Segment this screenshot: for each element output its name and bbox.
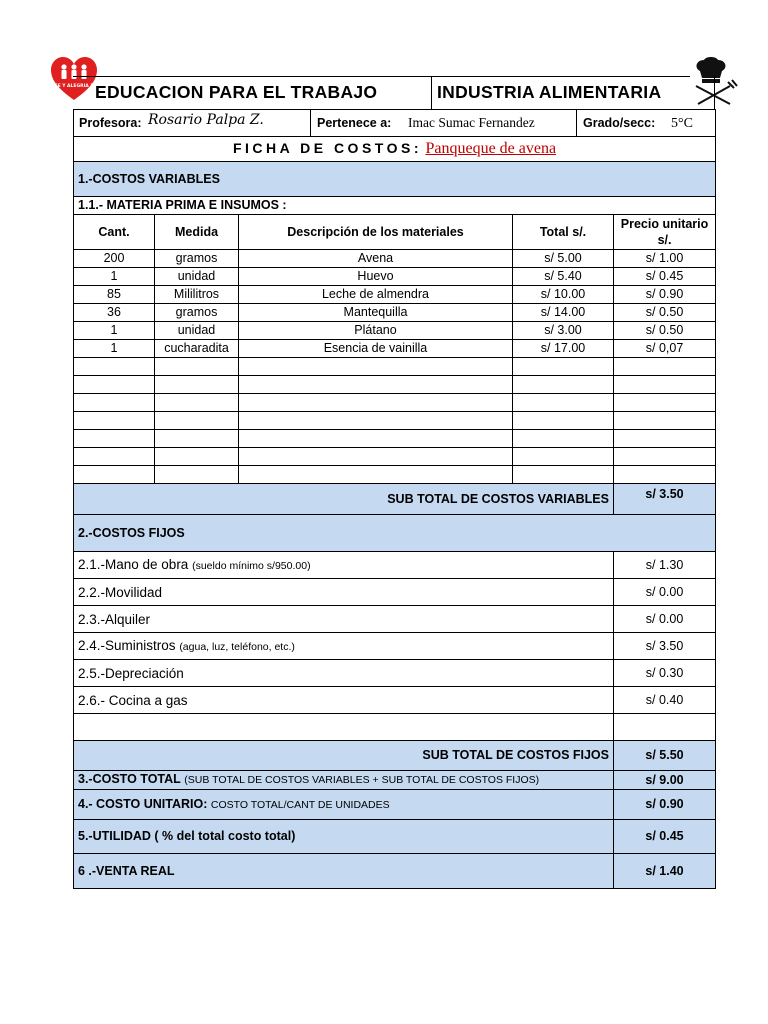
info-divider-1	[310, 110, 311, 136]
costo-total-row	[74, 771, 716, 790]
cell-cant: 200	[74, 250, 155, 268]
col-cant: Cant.	[74, 215, 155, 250]
fixed-cost-value: s/ 0.40	[614, 687, 716, 714]
cell-desc: Avena	[239, 250, 513, 268]
fixed-cost-row	[74, 552, 716, 579]
variable-subtotal-value: s/ 3.50	[614, 484, 716, 515]
header-bar	[73, 76, 715, 110]
cell-cant: 36	[74, 304, 155, 322]
cell-cant: 1	[74, 322, 155, 340]
cell-precio: s/ 1.00	[614, 250, 716, 268]
fixed-cost-label: 2.1.-Mano de obra	[78, 556, 189, 572]
cell-total: s/ 14.00	[513, 304, 614, 322]
cell-cant: 1	[74, 268, 155, 286]
cell-medida: unidad	[155, 268, 239, 286]
profesora-label: Profesora:	[79, 116, 142, 130]
empty-row	[74, 394, 716, 412]
fixed-cost-value: s/ 0.00	[614, 579, 716, 606]
fixed-cost-value: s/ 0.00	[614, 606, 716, 633]
section2-title: 2.-COSTOS FIJOS	[74, 515, 716, 552]
fixed-cost-row	[74, 606, 716, 633]
cell-precio: s/ 0.50	[614, 322, 716, 340]
empty-row	[74, 376, 716, 394]
logo-text: FE Y ALEGRIA 5	[54, 84, 94, 89]
materials-header-row	[74, 215, 716, 250]
cell-total: s/ 3.00	[513, 322, 614, 340]
fixed-subtotal-value: s/ 5.50	[614, 741, 716, 771]
material-row	[74, 286, 716, 304]
cell-precio: s/ 0.90	[614, 286, 716, 304]
fixed-cost-value: s/ 1.30	[614, 552, 716, 579]
header-left-title: EDUCACION PARA EL TRABAJO	[95, 82, 378, 102]
utilidad-row	[74, 820, 716, 854]
header-right-title: INDUSTRIA ALIMENTARIA	[437, 82, 662, 102]
material-row	[74, 304, 716, 322]
fixed-cost-row	[74, 633, 716, 660]
empty-row	[74, 430, 716, 448]
fixed-cost-label: 2.4.-Suministros	[78, 637, 176, 653]
venta-real-label: 6 .-VENTA REAL	[74, 854, 614, 889]
costo-unitario-label: 4.- COSTO UNITARIO:	[78, 796, 208, 811]
material-row	[74, 340, 716, 358]
utilidad-label: 5.-UTILIDAD ( % del total costo total)	[74, 820, 614, 854]
cell-medida: unidad	[155, 322, 239, 340]
costo-unitario-value: s/ 0.90	[614, 790, 716, 820]
costo-total-note: (SUB TOTAL DE COSTOS VARIABLES + SUB TOTAL DE COSTOS FIJOS)	[184, 774, 540, 786]
material-row	[74, 322, 716, 340]
cell-precio: s/ 0.50	[614, 304, 716, 322]
costo-total-label: 3.-COSTO TOTAL	[78, 772, 181, 786]
section1-title-row	[74, 162, 716, 197]
cell-total: s/ 10.00	[513, 286, 614, 304]
cell-medida: gramos	[155, 304, 239, 322]
col-total: Total s/.	[513, 215, 614, 250]
profesora-value: Rosario Palpa Z.	[148, 112, 264, 128]
pertenece-value: Imac Sumac Fernandez	[408, 115, 535, 130]
cell-medida: gramos	[155, 250, 239, 268]
fixed-cost-row	[74, 579, 716, 606]
cell-precio: s/ 0.45	[614, 268, 716, 286]
cell-medida: Mililitros	[155, 286, 239, 304]
cell-total: s/ 5.40	[513, 268, 614, 286]
pertenece-label: Pertenece a:	[317, 116, 392, 130]
empty-row	[74, 714, 716, 741]
cost-sheet-table	[73, 109, 716, 889]
costo-unitario-note: COSTO TOTAL/CANT DE UNIDADES	[210, 798, 390, 811]
ficha-label: FICHA DE COSTOS:	[232, 140, 422, 156]
section1-title: 1.-COSTOS VARIABLES	[74, 162, 716, 197]
venta-real-row	[74, 854, 716, 889]
grado-value: 5°C	[671, 116, 693, 131]
section2-title-row	[74, 515, 716, 552]
cell-desc: Huevo	[239, 268, 513, 286]
col-precio: Precio unitario s/.	[614, 215, 716, 250]
cell-cant: 1	[74, 340, 155, 358]
fixed-cost-label: 2.2.-Movilidad	[78, 584, 163, 600]
grado-label: Grado/secc:	[583, 116, 656, 130]
cell-cant: 85	[74, 286, 155, 304]
col-descripcion: Descripción de los materiales	[239, 215, 513, 250]
info-divider-2	[576, 110, 577, 136]
cell-desc: Esencia de vainilla	[239, 340, 513, 358]
cell-total: s/ 17.00	[513, 340, 614, 358]
fixed-cost-value: s/ 0.30	[614, 660, 716, 687]
variable-subtotal-row	[74, 484, 716, 515]
material-row	[74, 268, 716, 286]
empty-row	[74, 358, 716, 376]
fixed-cost-note: (agua, luz, teléfono, etc.)	[179, 640, 295, 653]
fixed-cost-label: 2.5.-Depreciación	[78, 665, 184, 681]
header-top-rule	[73, 76, 690, 77]
variable-subtotal-label: SUB TOTAL DE COSTOS VARIABLES	[74, 484, 614, 515]
cell-total: s/ 5.00	[513, 250, 614, 268]
fixed-cost-note: (sueldo mínimo s/950.00)	[192, 559, 311, 572]
fixed-cost-label: 2.6.- Cocina a gas	[78, 692, 188, 708]
cell-desc: Mantequilla	[239, 304, 513, 322]
fixed-subtotal-label: SUB TOTAL DE COSTOS FIJOS	[74, 741, 614, 771]
fixed-cost-row	[74, 660, 716, 687]
section1-subtitle-row	[74, 197, 716, 215]
empty-row	[74, 448, 716, 466]
costo-unitario-row	[74, 790, 716, 820]
fixed-cost-label: 2.3.-Alquiler	[78, 611, 151, 627]
ficha-value: Panqueque de avena	[425, 140, 557, 157]
section1-subtitle: 1.1.- MATERIA PRIMA E INSUMOS :	[74, 197, 716, 215]
fixed-subtotal-row	[74, 741, 716, 771]
ficha-row	[74, 137, 716, 162]
header-divider	[431, 76, 432, 110]
empty-row	[74, 412, 716, 430]
venta-real-value: s/ 1.40	[614, 854, 716, 889]
fixed-cost-row	[74, 687, 716, 714]
material-row	[74, 250, 716, 268]
costo-total-value: s/ 9.00	[614, 771, 716, 790]
fixed-cost-value: s/ 3.50	[614, 633, 716, 660]
cell-precio: s/ 0,07	[614, 340, 716, 358]
cell-desc: Plátano	[239, 322, 513, 340]
utilidad-value: s/ 0.45	[614, 820, 716, 854]
col-medida: Medida	[155, 215, 239, 250]
empty-row	[74, 466, 716, 484]
cell-medida: cucharadita	[155, 340, 239, 358]
info-row	[74, 110, 716, 137]
cell-desc: Leche de almendra	[239, 286, 513, 304]
